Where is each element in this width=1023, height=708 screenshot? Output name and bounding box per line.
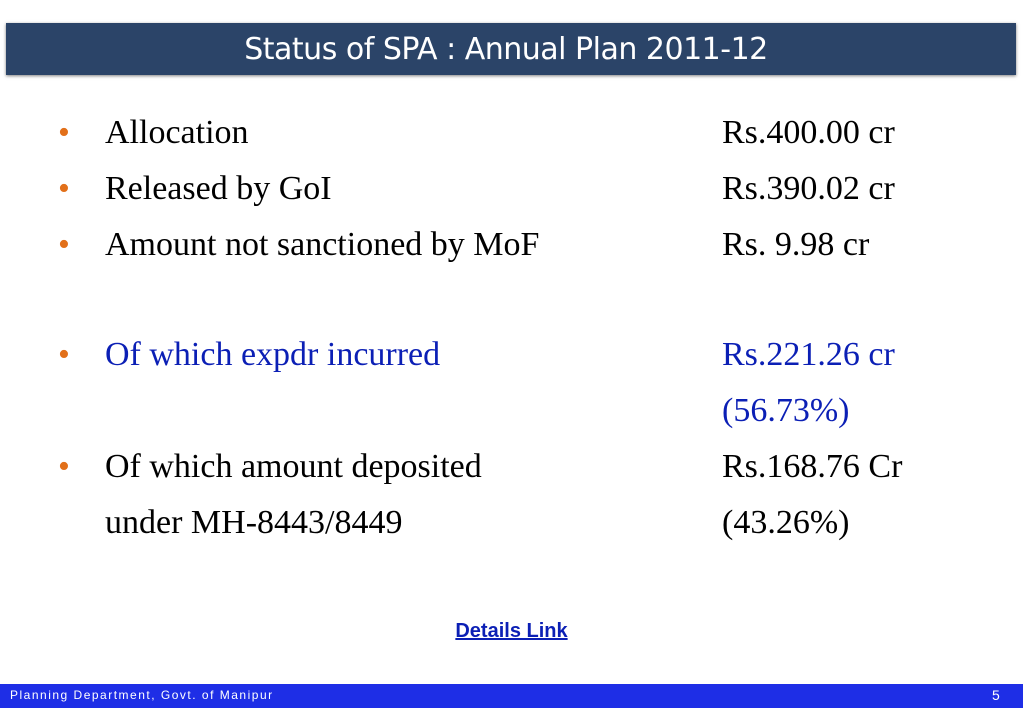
bullet-icon: • bbox=[58, 114, 70, 151]
bullet-icon: • bbox=[58, 336, 70, 373]
bullet-icon: • bbox=[58, 448, 70, 485]
slide-title-bar bbox=[6, 23, 1016, 75]
slide-title: Status of SPA : Annual Plan 2011-12 bbox=[244, 31, 768, 67]
item-label: Allocation bbox=[105, 114, 249, 151]
footer-organization: Planning Department, Govt. of Manipur bbox=[10, 688, 274, 702]
list-item-not-sanctioned bbox=[0, 220, 1023, 276]
list-item-deposited-cont bbox=[0, 498, 1023, 554]
item-value: Rs.221.26 cr bbox=[722, 336, 895, 373]
item-value: Rs. 9.98 cr bbox=[722, 226, 870, 263]
item-value: Rs.390.02 cr bbox=[722, 170, 895, 207]
list-item-released bbox=[0, 164, 1023, 220]
list-item-allocation bbox=[0, 108, 1023, 164]
item-label: Of which amount deposited bbox=[105, 448, 482, 485]
footer-bar bbox=[0, 684, 1023, 708]
list-item-expenditure-cont bbox=[0, 386, 1023, 442]
list-item-expenditure bbox=[0, 330, 1023, 386]
item-value: Rs.400.00 cr bbox=[722, 114, 895, 151]
list-item-deposited bbox=[0, 442, 1023, 498]
bullet-icon: • bbox=[58, 170, 70, 207]
item-label: Amount not sanctioned by MoF bbox=[105, 226, 540, 263]
item-label-line2: under MH-8443/8449 bbox=[105, 504, 403, 541]
item-value: Rs.168.76 Cr bbox=[722, 448, 903, 485]
item-value-percent: (43.26%) bbox=[722, 504, 850, 541]
item-label: Of which expdr incurred bbox=[105, 336, 441, 373]
item-value-percent: (56.73%) bbox=[722, 392, 850, 429]
link-container bbox=[0, 620, 1023, 643]
page-number: 5 bbox=[992, 687, 1000, 703]
bullet-icon: • bbox=[58, 226, 70, 263]
item-label: Released by GoI bbox=[105, 170, 332, 207]
details-link[interactable]: Details Link bbox=[455, 620, 568, 642]
